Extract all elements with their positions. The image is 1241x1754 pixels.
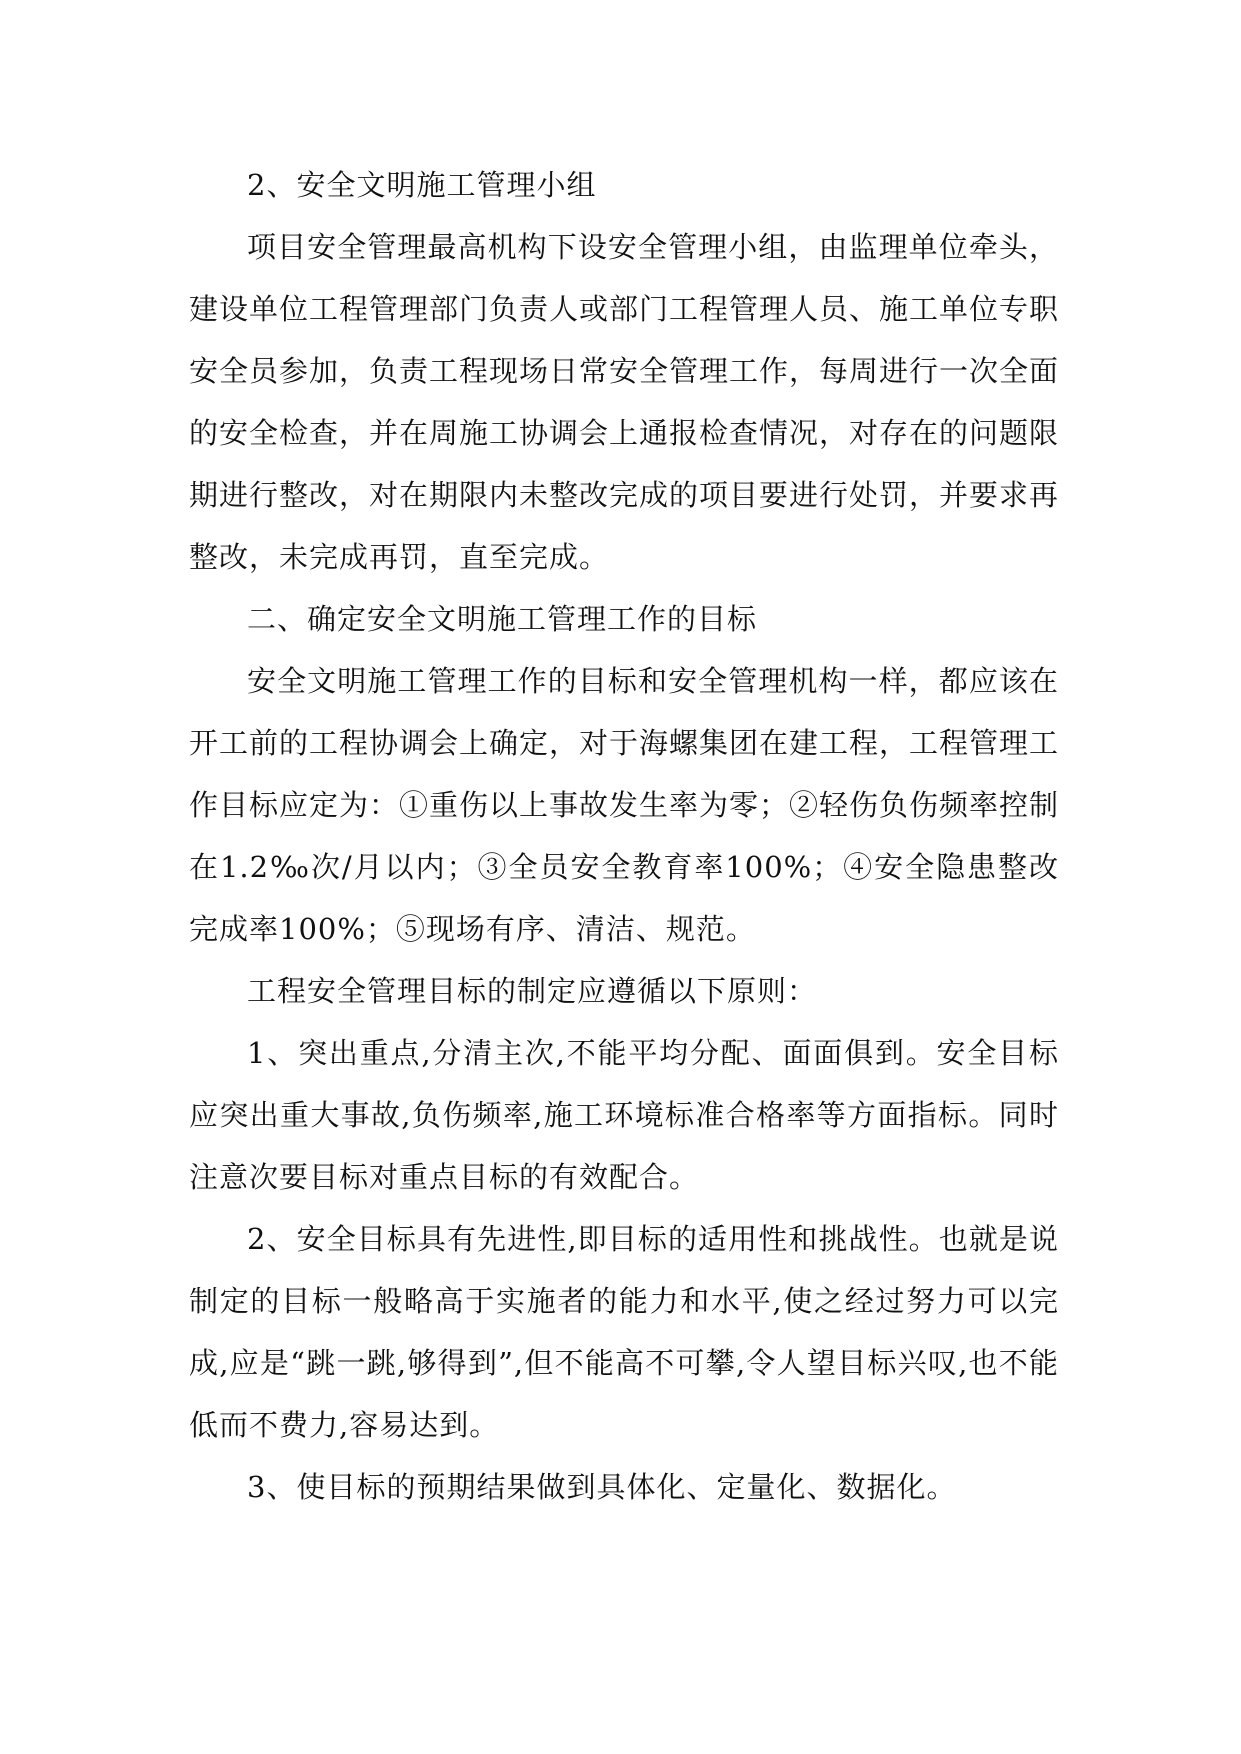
section-heading-goals: 二、确定安全文明施工管理工作的目标 xyxy=(247,602,758,636)
document-body xyxy=(189,154,1059,1518)
section-heading-safety-group: 2、安全文明施工管理小组 xyxy=(247,168,597,202)
paragraph-principle-2: 2、安全目标具有先进性,即目标的适用性和挑战性。也就是说制定的目标一般略高于实施者的能力和水平,使之经过努力可以完成,应是“跳一跳,够得到”,但不能高不可攀,令人望目标兴叹,也不能低而不费力,容易达到。 xyxy=(189,1222,1059,1442)
paragraph-principle-3: 3、使目标的预期结果做到具体化、定量化、数据化。 xyxy=(247,1470,957,1504)
paragraph-goals-description: 安全文明施工管理工作的目标和安全管理机构一样，都应该在开工前的工程协调会上确定，对于海螺集团在建工程，工程管理工作目标应定为：①重伤以上事故发生率为零；②轻伤负伤频率控制在1.2‰次/月以内；③全员安全教育率100%；④安全隐患整改完成率100%；⑤现场有序、清洁、规范。 xyxy=(189,664,1060,946)
paragraph-safety-group-description: 项目安全管理最高机构下设安全管理小组，由监理单位牵头，建设单位工程管理部门负责人或部门工程管理人员、施工单位专职安全员参加，负责工程现场日常安全管理工作，每周进行一次全面的安全检查，并在周施工协调会上通报检查情况，对存在的问题限期进行整改，对在期限内未整改完成的项目要进行处罚，并要求再整改，未完成再罚，直至完成。 xyxy=(189,230,1060,574)
paragraph-principles-intro: 工程安全管理目标的制定应遵循以下原则： xyxy=(247,974,818,1008)
paragraph-principle-1: 1、突出重点,分清主次,不能平均分配、面面俱到。安全目标应突出重大事故,负伤频率,施工环境标准合格率等方面指标。同时注意次要目标对重点目标的有效配合。 xyxy=(189,1036,1059,1194)
